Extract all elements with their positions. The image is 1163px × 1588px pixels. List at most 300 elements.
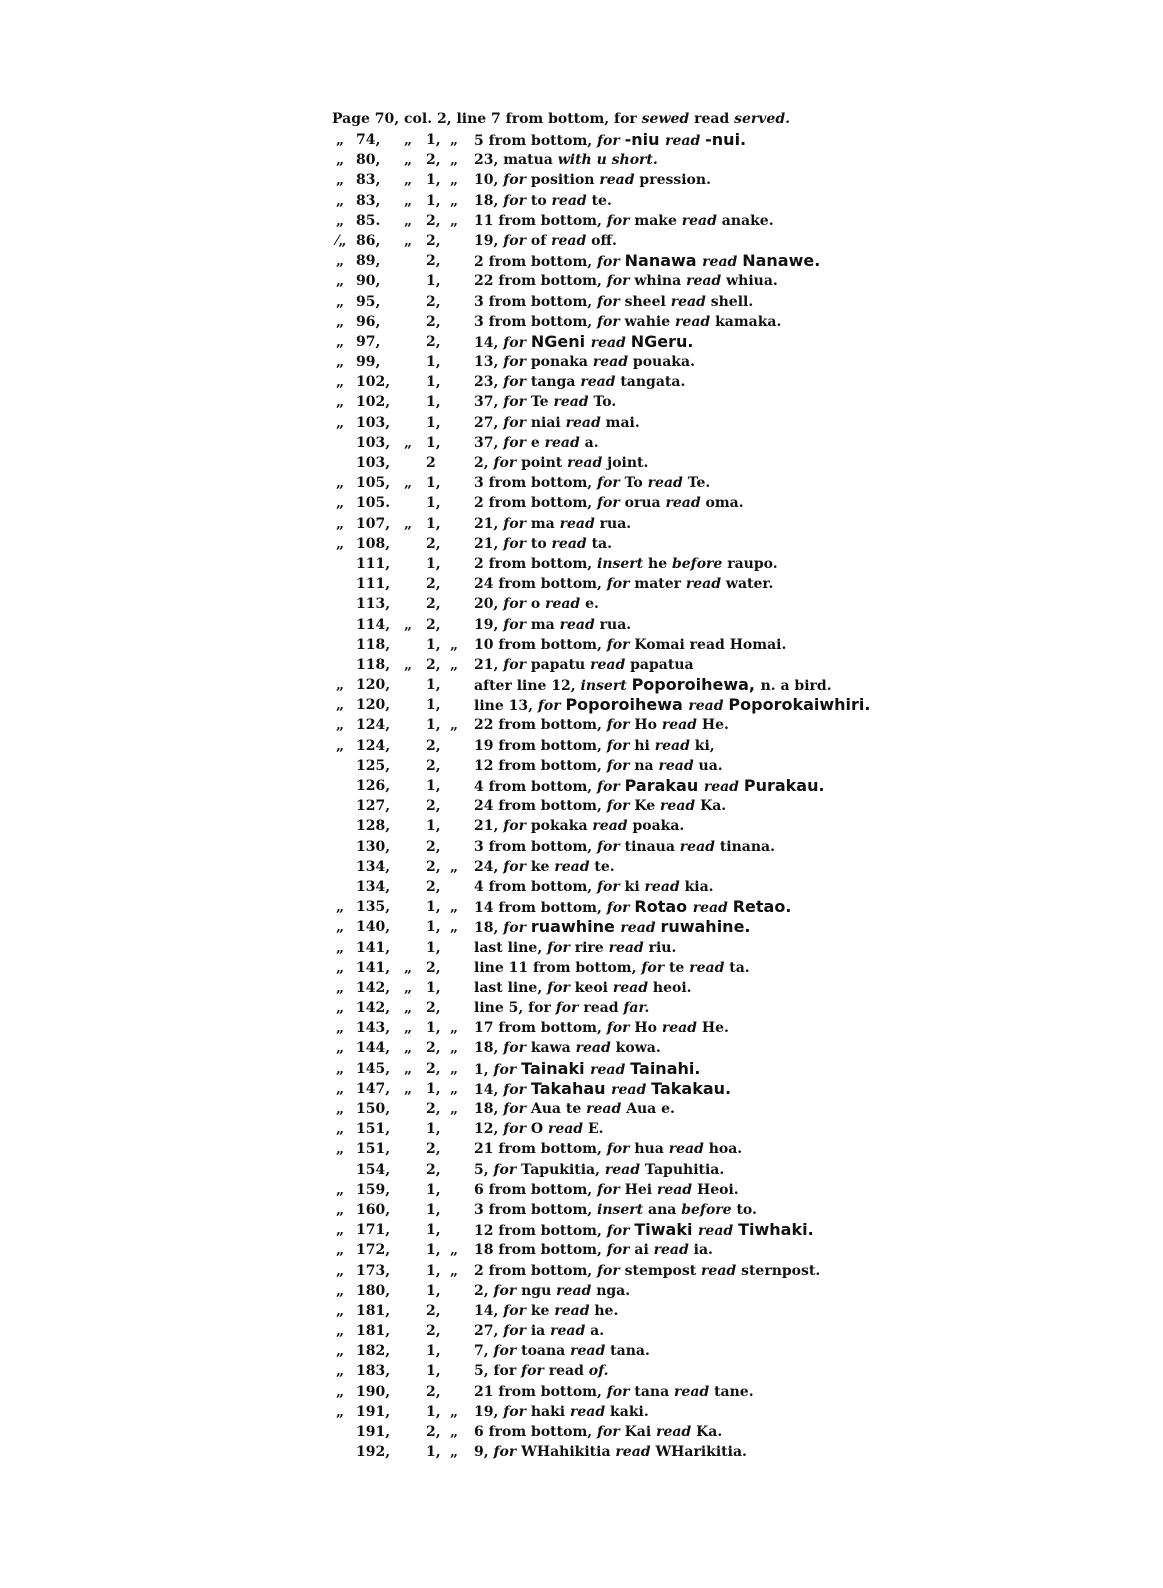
ditto-mark: „ (336, 979, 345, 996)
wrong-word: Ke (634, 798, 661, 815)
right-word: ua. (698, 757, 723, 774)
correction-text (474, 1402, 649, 1422)
right-word: ta. (729, 959, 750, 976)
for-label: for (606, 717, 635, 734)
page-number: 90, (356, 273, 381, 290)
right-word: Aua e. (626, 1101, 675, 1117)
page-number: 108, (356, 535, 391, 552)
line-location: 13, (474, 354, 504, 371)
ditto-mark: „ (404, 1020, 413, 1037)
wrong-word: na (634, 757, 659, 774)
errata-row (332, 816, 892, 836)
errata-row (332, 1261, 892, 1281)
wrong-word: haki (530, 1403, 571, 1420)
right-word: kowa. (615, 1040, 661, 1057)
for-label: for (503, 1403, 531, 1420)
ditto-mark: „ (336, 1343, 345, 1360)
page-number: 89, (356, 253, 381, 270)
correction-text (474, 655, 694, 675)
right-word: To. (593, 394, 617, 411)
column-number: 1, (426, 1020, 441, 1037)
read-label: read (553, 394, 594, 411)
page-number: 105, (356, 475, 391, 492)
line-location: 2 from bottom, (474, 1262, 597, 1279)
page-number: 141, (356, 959, 391, 976)
right-word: papatua (630, 656, 694, 673)
for-label: for (503, 535, 531, 552)
read-label: read (653, 1242, 694, 1259)
ditto-mark: „ (450, 172, 459, 189)
page-number: 85. (356, 212, 381, 229)
column-number: 2, (426, 858, 441, 875)
ditto-mark: „ (336, 414, 345, 431)
wrong-word: of (530, 232, 552, 249)
errata-row (332, 958, 892, 978)
page-number: 102, (356, 374, 391, 391)
wrong-word: to (530, 192, 552, 209)
read-label: read (547, 1121, 588, 1138)
right-word: WHarikitia. (655, 1444, 747, 1461)
wrong-word: tinaua (624, 838, 680, 855)
page-number: 134, (356, 878, 391, 895)
wrong-word: tana (634, 1383, 675, 1400)
line-location: 21, (474, 818, 504, 835)
before-label: before (681, 1201, 737, 1218)
read-label: read (656, 1181, 697, 1198)
right-word: Tapuhitia. (644, 1161, 725, 1178)
wrong-word: Ho (634, 717, 662, 734)
wrong-word: To (624, 475, 648, 492)
column-number: 1, (426, 1222, 441, 1239)
ditto-mark: „ (336, 253, 345, 270)
wrong-word: o (530, 596, 546, 613)
read-label: read (675, 313, 716, 330)
page-number: 118, (356, 656, 391, 673)
ditto-mark: „ (404, 212, 413, 229)
ditto-mark: „ (336, 1262, 345, 1279)
errata-row (332, 938, 892, 958)
errata-row (332, 1200, 892, 1220)
ditto-mark: „ (336, 737, 345, 754)
correction-text (474, 1442, 747, 1462)
column-number: 2, (426, 1302, 441, 1319)
page-number: 83, (356, 192, 381, 209)
read-label: read (698, 1223, 739, 1240)
read-label: read (612, 979, 653, 996)
column-number: 1, (426, 1282, 441, 1299)
read-label: read (545, 596, 586, 613)
for-label: for (503, 232, 531, 249)
column-number: 1, (426, 1201, 441, 1218)
read-label: read (570, 1343, 611, 1360)
correction-text (474, 695, 870, 716)
page-number: 151, (356, 1121, 391, 1138)
right-word: NGeru. (630, 331, 694, 351)
errata-row (332, 1160, 892, 1180)
errata-row (332, 352, 892, 372)
right-word: pouaka. (632, 354, 695, 371)
heading-text: line 7 from bottom, for (456, 111, 637, 127)
page-number: 111, (356, 555, 391, 572)
right-word: Tainahi. (630, 1058, 701, 1078)
page-number: 74, (356, 132, 381, 148)
line-location: 27, (474, 414, 504, 431)
for-label: for (606, 737, 635, 754)
page-number: 182, (356, 1343, 391, 1360)
page-number: 103, (356, 455, 391, 471)
definition: n. a bird. (760, 678, 832, 695)
line-location: 24, (474, 858, 504, 875)
right-word: tangata. (620, 374, 686, 391)
read-label: read (661, 717, 702, 734)
page-number: 135, (356, 899, 391, 916)
read-label: read (702, 254, 743, 271)
for-label: for (537, 698, 566, 715)
column-number: 1, (426, 1080, 441, 1097)
column-number: 2, (426, 616, 441, 633)
correction-text (474, 332, 693, 353)
page-number: 141, (356, 939, 391, 956)
ditto-mark: „ (450, 1424, 459, 1440)
for-label: for (606, 1020, 635, 1037)
ditto-mark: „ (336, 899, 345, 916)
right-word: Heoi. (696, 1181, 739, 1198)
column-number: 2, (426, 1323, 441, 1340)
wrong-word: WHahikitia (521, 1444, 616, 1461)
read-label: read (674, 1383, 715, 1400)
errata-row (332, 655, 892, 675)
errata-row (332, 1402, 892, 1422)
column-number: 2, (426, 1060, 441, 1077)
right-word: whiua. (726, 273, 778, 290)
wrong-word: orua (624, 495, 666, 512)
ditto-mark: „ (336, 697, 345, 714)
page-number: 145, (356, 1060, 391, 1077)
column-number: 1, (426, 394, 441, 411)
correction-text (474, 877, 714, 897)
right-word: e. (585, 596, 599, 613)
errata-row (332, 877, 892, 897)
read-label: read (647, 475, 688, 492)
page-number: 95, (356, 293, 381, 310)
line-location: line 5, (474, 1000, 529, 1017)
line-location: 18, (474, 1101, 504, 1117)
read-label: read (615, 1444, 656, 1461)
right-word: Te. (687, 475, 711, 492)
line-location: 12, (474, 1121, 504, 1138)
page-number: 142, (356, 979, 391, 996)
correction-text (474, 453, 648, 473)
for-label: for (606, 1383, 635, 1400)
read-label: read (686, 273, 727, 290)
page-number: 86, (356, 232, 381, 249)
column-number: 2, (426, 333, 441, 350)
read-label: read (658, 757, 699, 774)
wrong-word: sheel (624, 293, 671, 310)
line-location: 2, (474, 1282, 494, 1299)
correction-text (474, 292, 753, 312)
correction-text (474, 1200, 757, 1220)
right-word: E. (587, 1121, 604, 1138)
correction-text (474, 857, 615, 877)
correction-text (474, 473, 710, 493)
page-number: 134, (356, 858, 391, 875)
errata-row (332, 514, 892, 534)
wrong-word: ke (530, 858, 555, 875)
column-number: 2, (426, 878, 441, 895)
page-number: 127, (356, 798, 391, 815)
for-label: for (597, 475, 625, 492)
ditto-mark: „ (336, 1363, 345, 1380)
for-label: for (597, 779, 625, 795)
ditto-mark: „ (336, 939, 345, 956)
line-location: 3 from bottom, (474, 1201, 597, 1218)
line-location: 3 from bottom, (474, 293, 597, 310)
errata-row (332, 1139, 892, 1159)
errata-row (332, 231, 892, 251)
page-number: 171, (356, 1222, 391, 1239)
page-number: 130, (356, 838, 391, 855)
read-label: read (550, 1323, 591, 1340)
insert-label: insert (580, 678, 632, 695)
ditto-mark: „ (336, 132, 345, 148)
for-label: for (547, 979, 575, 996)
line-location: 3 from bottom, (474, 475, 597, 492)
line-location: 24 from bottom, (474, 576, 607, 593)
read-label: read (692, 900, 733, 917)
correction-text (474, 130, 746, 151)
read-label: read (590, 334, 631, 351)
read-label: read (590, 656, 631, 673)
correction-text (474, 1321, 604, 1341)
line-location: 14, (474, 1302, 504, 1319)
correction-text (474, 675, 832, 696)
line-location: line 13, (474, 698, 538, 715)
wrong-word: O (530, 1121, 548, 1138)
wrong-word: to (530, 535, 552, 552)
wrong-word: Rotao (634, 897, 693, 917)
read-label: read (681, 212, 722, 229)
ditto-mark: „ (336, 1222, 345, 1239)
ditto-mark: „ (450, 1040, 459, 1057)
right-word: kaki. (610, 1403, 649, 1420)
line-location: 19 from bottom, (474, 737, 607, 754)
errata-row (332, 695, 892, 715)
ditto-mark: „ (450, 132, 459, 148)
for-label: for (503, 1040, 531, 1057)
read-label: read (679, 838, 720, 855)
line-location: line 11 from bottom, (474, 959, 642, 976)
column-number: 2, (426, 757, 441, 774)
errata-row (332, 756, 892, 776)
column-number: 2, (426, 535, 441, 552)
column-number: 1, (426, 1181, 441, 1198)
column-number: 2 (426, 455, 436, 471)
ditto-mark: „ (336, 1323, 345, 1340)
correction-text (474, 978, 692, 998)
column-number: 1, (426, 677, 441, 694)
right-word: Poporokaiwhiri. (728, 695, 871, 715)
read-label: read (592, 818, 633, 835)
correction-text (474, 938, 676, 958)
ditto-mark: „ (336, 535, 345, 552)
wrong-word: Parakau (624, 776, 704, 795)
for-label: for (493, 455, 522, 471)
wrong-word: point (521, 455, 568, 471)
correction-text (474, 1281, 630, 1301)
for-label: for (503, 1302, 531, 1319)
page-number: 113, (356, 596, 391, 613)
column-number: 1, (426, 374, 441, 391)
page-number: 191, (356, 1403, 391, 1420)
page-number: 124, (356, 737, 391, 754)
wrong-word: Tainaki (521, 1058, 591, 1078)
page-number: 143, (356, 1020, 391, 1037)
column-number: 2, (426, 1141, 441, 1158)
ditto-mark: „ (404, 172, 413, 189)
correction-text (474, 1261, 820, 1281)
right-word: ta. (591, 535, 612, 552)
page-number: 173, (356, 1262, 391, 1279)
line-location: 5 from bottom, (474, 133, 597, 149)
right-word: shell. (710, 293, 754, 310)
for-label: for (597, 293, 625, 310)
line-location: 24 from bottom, (474, 798, 607, 815)
line-location: 18, (474, 192, 504, 209)
column-number: 2, (426, 1424, 441, 1440)
line-location: 23, (474, 374, 504, 391)
line-location: 10 from bottom, (474, 636, 607, 653)
line-location: 27, (474, 1323, 504, 1340)
correction-text (474, 372, 685, 392)
for-label: for (503, 394, 531, 411)
line-location: 14, (474, 334, 504, 351)
correction-text (474, 413, 640, 433)
page-number: 154, (356, 1161, 391, 1178)
right-word: He. (701, 1020, 729, 1037)
for-label: for (503, 616, 531, 633)
read-label: read (551, 192, 592, 209)
right-word: Retao. (732, 897, 792, 917)
correction-text (474, 816, 684, 836)
right-word: -nui. (705, 130, 747, 149)
errata-row (332, 1220, 892, 1240)
wrong-word: whina (634, 273, 687, 290)
wrong-word: mater (634, 576, 686, 593)
correction-text (474, 1119, 604, 1139)
errata-row (332, 433, 892, 453)
errata-row (332, 837, 892, 857)
correction-text (474, 574, 773, 594)
ditto-mark: „ (450, 858, 459, 875)
for-label: for (528, 1000, 556, 1017)
correction-text (474, 514, 631, 534)
read-label: read (688, 698, 729, 715)
line-location: 6 from bottom, (474, 1424, 597, 1440)
correction-text (474, 1301, 618, 1321)
correction-text (474, 1079, 731, 1100)
page-number: 125, (356, 757, 391, 774)
column-number: 2, (426, 253, 441, 270)
ditto-mark: „ (404, 1040, 413, 1057)
line-location: 19, (474, 232, 504, 249)
read-label: read (660, 798, 701, 815)
errata-row (332, 1119, 892, 1139)
ditto-mark: „ (336, 919, 345, 936)
right-word: Takakau. (651, 1078, 732, 1098)
correction-text (474, 493, 744, 513)
read-label: read (654, 737, 695, 754)
errata-heading (332, 108, 892, 130)
errata-row (332, 312, 892, 332)
correction-text (474, 231, 617, 251)
errata-row (332, 998, 892, 1018)
ditto-mark: „ (450, 152, 459, 169)
page-number: 103, (356, 434, 391, 451)
right-word: riu. (648, 939, 677, 956)
for-label: for (503, 1081, 531, 1098)
errata-row (332, 776, 892, 796)
for-label: for (503, 192, 531, 209)
ditto-mark: „ (336, 172, 345, 189)
column-number: 2, (426, 1383, 441, 1400)
read-label: read (668, 1141, 709, 1158)
errata-row (332, 170, 892, 190)
wrong-word: Hei (624, 1181, 657, 1198)
errata-list (332, 108, 892, 1462)
right-word: te. (594, 858, 615, 875)
page-number: 83, (356, 172, 381, 189)
inserted-word: Poporoihewa, (631, 675, 761, 695)
wrong-word: hi (634, 737, 655, 754)
right-word: sternpost. (741, 1262, 821, 1279)
errata-row (332, 1382, 892, 1402)
errata-row (332, 675, 892, 695)
ditto-mark: „ (450, 1020, 459, 1037)
ditto-mark: „ (336, 1403, 345, 1420)
line-location: 5, (474, 1363, 494, 1380)
column-number: 2, (426, 232, 441, 249)
for-label: for (597, 133, 625, 149)
wrong-word: Te (530, 394, 554, 411)
right-word: kia. (684, 878, 714, 895)
wrong-word: papatu (530, 656, 591, 673)
line-location: 12 from bottom, (474, 757, 607, 774)
right-word: kamaka. (715, 313, 782, 330)
ditto-mark: „ (336, 1383, 345, 1400)
for-label: for (606, 212, 635, 229)
column-number: 1, (426, 717, 441, 734)
ditto-mark: „ (404, 515, 413, 532)
wrong-word: kawa (530, 1040, 576, 1057)
ditto-mark: „ (336, 152, 345, 169)
for-label: for (503, 334, 531, 351)
right-word: tinana. (719, 838, 775, 855)
wrong-word: keoi (574, 979, 613, 996)
page-number: 191, (356, 1424, 391, 1440)
page-number: 190, (356, 1383, 391, 1400)
correction-text (474, 796, 726, 816)
for-label: for (503, 515, 531, 532)
for-label: for (597, 313, 625, 330)
column-number: 2, (426, 737, 441, 754)
ditto-mark: „ (404, 1080, 413, 1097)
before-label: before (671, 555, 728, 572)
read-label: read (661, 1020, 702, 1037)
errata-row (332, 1018, 892, 1038)
page-number: 172, (356, 1242, 391, 1259)
ditto-mark: „ (336, 273, 345, 290)
